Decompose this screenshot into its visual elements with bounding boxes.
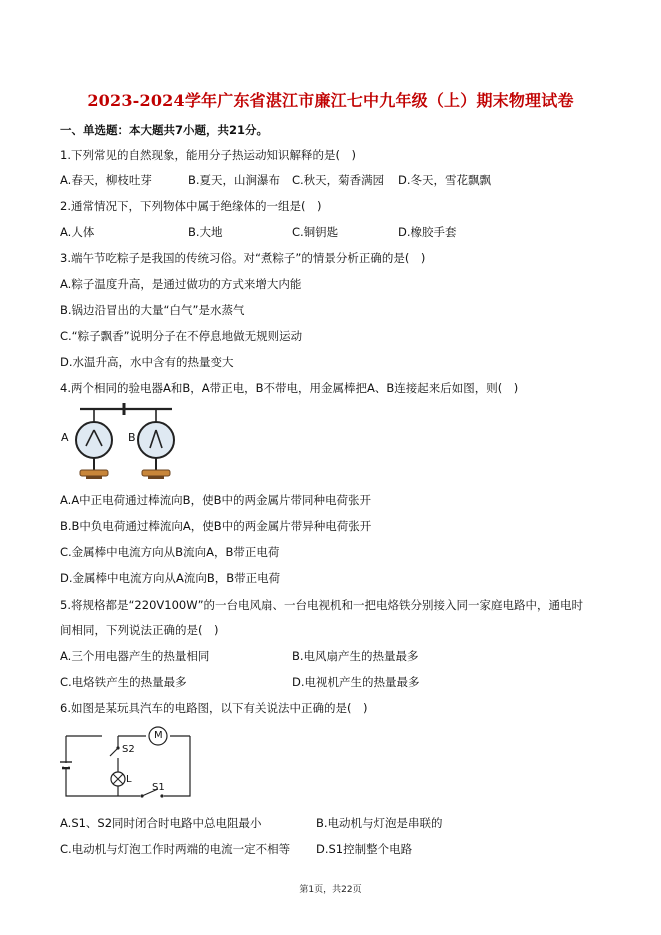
q4-option-b: B.B中负电荷通过棒流向A，使B中的两金属片带异种电荷张开 [60,519,372,533]
q1-option-d: D.冬天，雪花飘飘 [398,173,492,187]
q4-option-c: C.金属棒中电流方向从B流向A，B带正电荷 [60,545,280,559]
q2-option-b: B.大地 [188,225,223,239]
switch-s1-label: S1 [152,782,165,793]
q2-option-c: C.铜钥匙 [292,225,339,239]
q4-stem: 4.两个相同的验电器A和B，A带正电，B不带电，用金属棒把A、B连接起来后如图，则( ) [60,381,519,395]
q1-option-a: A.春天，柳枝吐芽 [60,173,152,187]
q5-stem-line2: 间相同，下列说法正确的是( ) [60,623,219,637]
electroscope-b-label: B [128,431,136,444]
q2-stem: 2.通常情况下，下列物体中属于绝缘体的一组是( ) [60,199,322,213]
q3-option-c: C.“粽子飘香”说明分子在不停息地做无规则运动 [60,329,303,343]
page-footer: 第1页，共22页 [299,885,362,895]
paper-title: 2023-2024学年广东省湛江市廉江七中九年级（上）期末物理试卷 [87,91,574,110]
switch-s2-label: S2 [122,744,135,755]
q4-option-d: D.金属棒中电流方向从A流向B，B带正电荷 [60,571,281,585]
q1-option-b: B.夏天，山涧瀑布 [188,173,281,187]
q5-option-a: A.三个用电器产生的热量相同 [60,649,210,663]
q3-option-d: D.水温升高，水中含有的热量变大 [60,355,234,369]
toy-car-circuit-figure [58,722,198,802]
q3-option-a: A.粽子温度升高，是通过做功的方式来增大内能 [60,277,302,291]
q5-option-c: C.电烙铁产生的热量最多 [60,675,187,689]
q6-option-a: A.S1、S2同时闭合时电路中总电阻最小 [60,816,262,830]
q3-stem: 3.端午节吃粽子是我国的传统习俗。对“煮粽子”的情景分析正确的是( ) [60,251,426,265]
q3-option-b: B.锅边沿冒出的大量“白气”是水蒸气 [60,303,245,317]
q5-stem-line1: 5.将规格都是“220V100W”的一台电风扇、一台电视机和一把电烙铁分别接入同一家庭电路中，通电时 [60,598,584,612]
q1-stem: 1.下列常见的自然现象，能用分子热运动知识解释的是( ) [60,148,356,162]
q6-option-b: B.电动机与灯泡是串联的 [316,816,443,830]
section-heading: 一、单选题：本大题共7小题，共21分。 [60,123,269,137]
motor-label: M [154,730,163,741]
q6-option-c: C.电动机与灯泡工作时两端的电流一定不相等 [60,842,291,856]
lamp-label: L [126,774,132,785]
q6-option-d: D.S1控制整个电路 [316,842,413,856]
q6-stem: 6.如图是某玩具汽车的电路图，以下有关说法中正确的是( ) [60,701,368,715]
electroscope-a-label: A [61,431,69,444]
q2-option-d: D.橡胶手套 [398,225,457,239]
q4-option-a: A.A中正电荷通过棒流向B，使B中的两金属片带同种电荷张开 [60,493,371,507]
q1-option-c: C.秋天，菊香满园 [292,173,385,187]
q5-option-b: B.电风扇产生的热量最多 [292,649,419,663]
q2-option-a: A.人体 [60,225,95,239]
q5-option-d: D.电视机产生的热量最多 [292,675,420,689]
